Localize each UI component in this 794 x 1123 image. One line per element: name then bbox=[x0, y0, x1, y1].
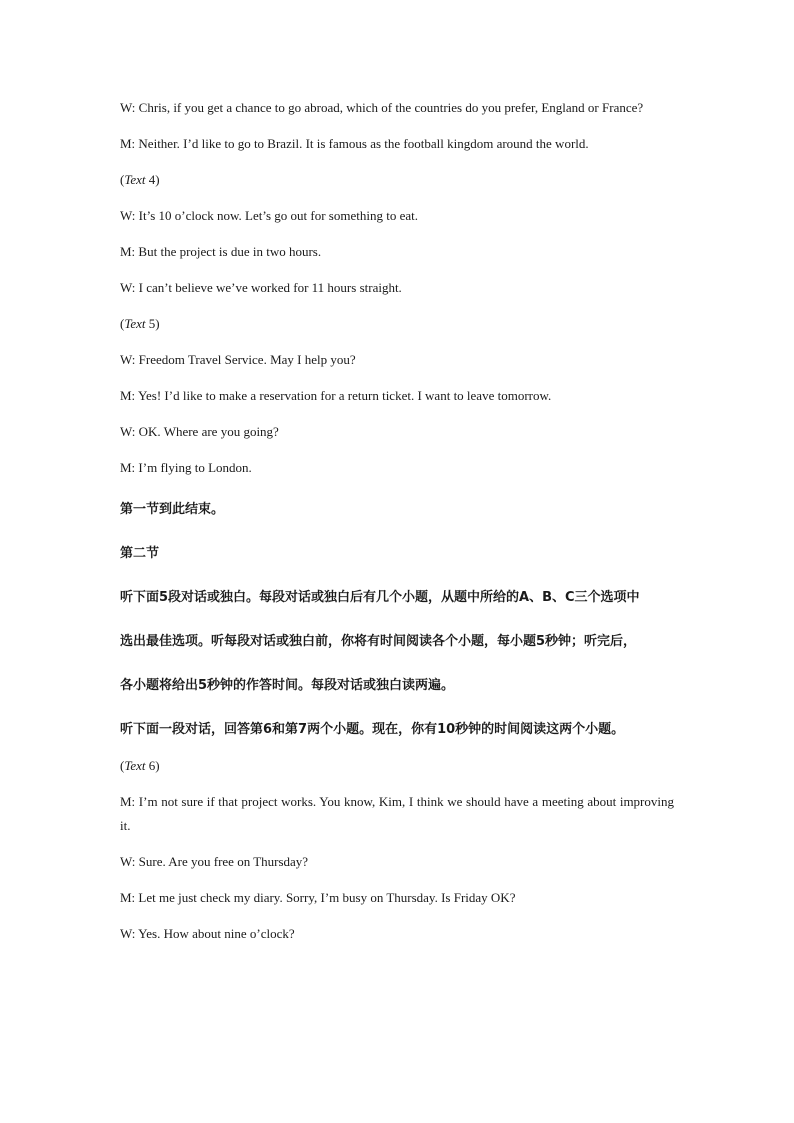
instructions-line-4: 听下面一段对话，回答第6和第7两个小题。现在，你有10秒钟的时间阅读这两个小题。 bbox=[120, 722, 625, 737]
text4-woman-line-2: W: I can’t believe we’ve worked for 11 hours straight. bbox=[120, 280, 402, 295]
text6-man-line-2: M: Let me just check my diary. Sorry, I’m busy on Thursday. Is Friday OK? bbox=[120, 890, 516, 905]
text6-label: (Text 6) bbox=[120, 758, 160, 773]
instructions-line-1: 听下面5段对话或独白。每段对话或独白后有几个小题，从题中所给的A、B、C三个选项中 bbox=[120, 590, 640, 605]
text6-woman-line-1: W: Sure. Are you free on Thursday? bbox=[120, 854, 309, 869]
text3-woman-line-1: W: Chris, if you get a chance to go abroad, which of the countries do you prefer, England or France? bbox=[120, 100, 644, 115]
text5-label: (Text 5) bbox=[120, 316, 160, 331]
section1-end-note: 第一节到此结束。 bbox=[120, 502, 225, 517]
document-page bbox=[120, 96, 674, 946]
text5-woman-line-1: W: Freedom Travel Service. May I help you? bbox=[120, 352, 356, 367]
text6-man-line-1: M: I’m not sure if that project works. You know, Kim, I think we should have a meeting about improving it. bbox=[120, 794, 674, 833]
instructions-line-3: 各小题将给出5秒钟的作答时间。每段对话或独白读两遍。 bbox=[120, 678, 455, 693]
text4-label: (Text 4) bbox=[120, 172, 160, 187]
text6-woman-line-2: W: Yes. How about nine o’clock? bbox=[120, 926, 295, 941]
text4-woman-line-1: W: It’s 10 o’clock now. Let’s go out for something to eat. bbox=[120, 208, 418, 223]
text5-man-line-1: M: Yes! I’d like to make a reservation for a return ticket. I want to leave tomorrow. bbox=[120, 388, 552, 403]
text5-woman-line-2: W: OK. Where are you going? bbox=[120, 424, 279, 439]
section2-title: 第二节 bbox=[120, 546, 160, 561]
text4-man-line-1: M: But the project is due in two hours. bbox=[120, 244, 322, 259]
instructions-line-2: 选出最佳选项。听每段对话或独白前，你将有时间阅读各个小题，每小题5秒钟；听完后， bbox=[120, 634, 637, 649]
text3-man-line-1: M: Neither. I’d like to go to Brazil. It is famous as the football kingdom around the world. bbox=[120, 136, 589, 151]
text5-man-line-2: M: I’m flying to London. bbox=[120, 460, 252, 475]
